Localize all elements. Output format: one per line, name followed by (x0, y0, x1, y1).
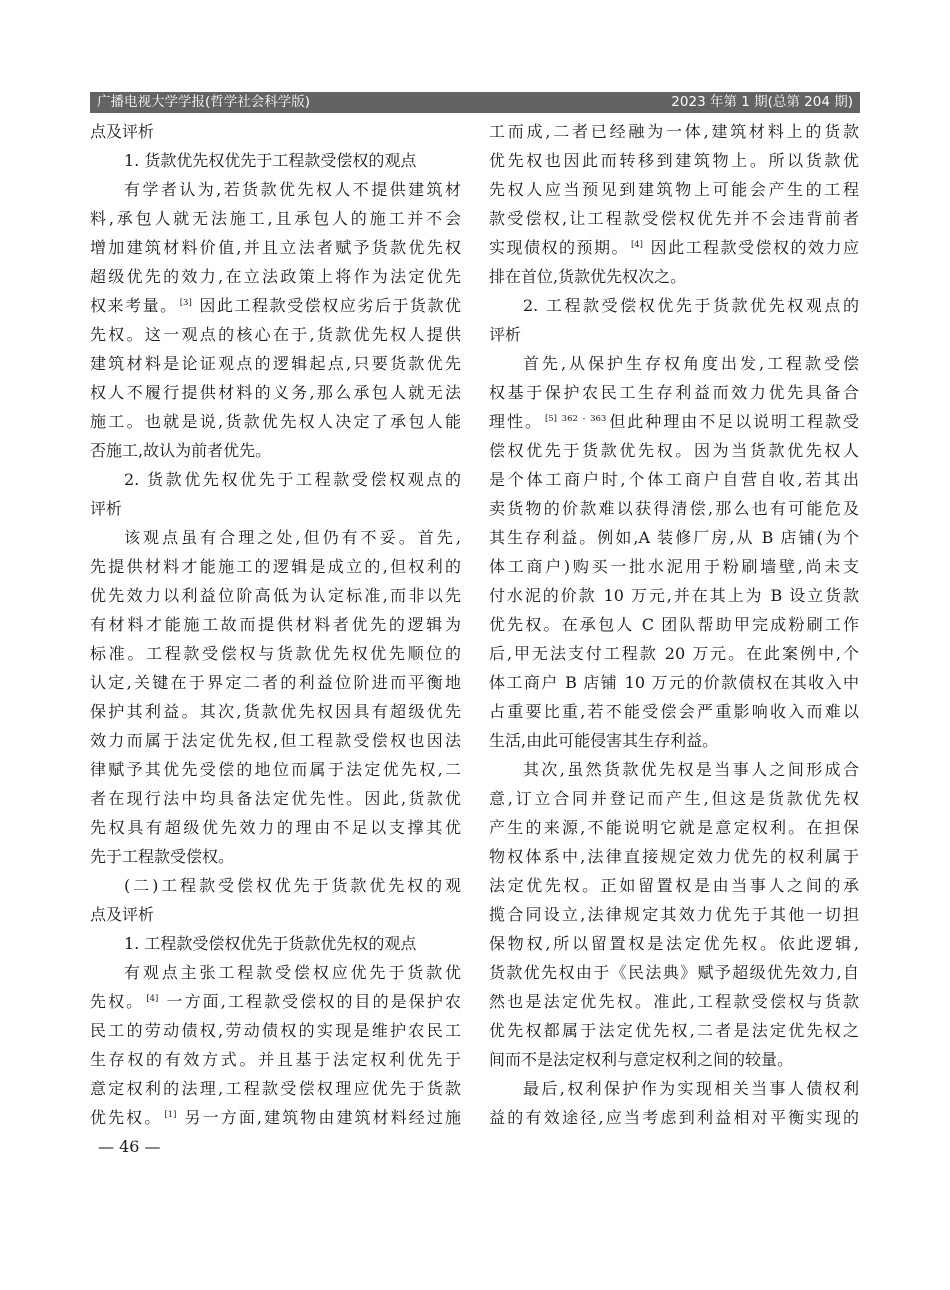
text-line: 保物权,所以留置权是法定优先权。依此逻辑, (489, 934, 859, 953)
line-text: 另一方面,建筑物由建筑材料经过施 (177, 1108, 461, 1127)
body-paragraph (90, 175, 461, 465)
text-line: 占重要比重,若不能受偿会严重影响收入而难以 (489, 702, 859, 721)
text-line: 生存权的有效方式。并且基于法定权利优先于 (90, 1050, 461, 1069)
text-line: 首先,从保护生存权角度出发,工程款受偿 (523, 354, 859, 373)
text-line: 体工商户 B 店铺 10 万元的价款债权在其收入中 (489, 673, 859, 692)
section-heading (90, 146, 461, 175)
text-line: 施工。也就是说,货款优先权人决定了承包人能 (90, 412, 461, 431)
text-line: 款受偿权,让工程款受偿权优先并不会违背前者 (489, 209, 859, 228)
text-line: 优先权。在承包人 C 团队帮助甲完成粉刷工作 (489, 615, 859, 634)
text-line: 民工的劳动债权,劳动债权的实现是维护农民工 (90, 1021, 461, 1040)
page-number: — 46 — (98, 1137, 161, 1156)
text-line: 然也是法定优先权。准此,工程款受偿权与货款 (489, 992, 859, 1011)
section-heading (90, 929, 461, 958)
text-line: 其生存利益。例如,A 装修厂房,从 B 店铺(为个 (489, 528, 859, 547)
text-line (489, 407, 859, 436)
text-line (90, 987, 461, 1016)
text-line: 间而不是法定权利与意定权利之间的较量。 (489, 1050, 794, 1069)
text-line: 有观点主张工程款受偿权应优先于货款优 (124, 963, 461, 982)
text-line (90, 1103, 461, 1132)
text-line (90, 291, 461, 320)
text-line: 先权。这一观点的核心在于,货款优先权人提供 (90, 325, 461, 344)
text-line: 货款优先权由于《民法典》赋予超级优先效力,自 (489, 963, 859, 982)
running-header (90, 92, 860, 113)
text-line: 点及评析 (90, 905, 155, 924)
text-line: 1. 工程款受偿权优先于货款优先权的观点 (124, 934, 417, 953)
line-text: 实现债权的预期。 (489, 238, 629, 257)
text-line: 优先权也因此而转移到建筑物上。所以货款优 (489, 151, 859, 170)
text-line: 超级优先的效力,在立法政策上将作为法定优先 (90, 267, 461, 286)
right-column (489, 117, 859, 1132)
text-line: 有学者认为,若货款优先权人不提供建筑材 (124, 180, 461, 199)
text-line: 其次,虽然货款优先权是当事人之间形成合 (523, 760, 859, 779)
line-text: 一方面,工程款受偿权的目的是保护农 (159, 992, 461, 1011)
text-line: 建筑材料是论证观点的逻辑起点,只要货款优先 (90, 354, 461, 373)
line-text: 权来考量。 (90, 296, 178, 315)
text-line: 效力而属于法定优先权,但工程款受偿权也因法 (90, 731, 461, 750)
section-heading (90, 117, 461, 146)
line-text: 但此种理由不足以说明工程款受 (607, 412, 859, 431)
text-line: 先于工程款受偿权。 (90, 847, 235, 866)
body-paragraph (90, 958, 461, 1132)
text-line: 评析 (90, 499, 123, 518)
text-line: 保护其利益。其次,货款优先权因具有超级优先 (90, 702, 461, 721)
text-line: 付水泥的价款 10 万元,并在其上为 B 设立货款 (489, 586, 859, 605)
text-line: 先权具有超级优先效力的理由不足以支撑其优 (90, 818, 461, 837)
text-line: 认定,关键在于界定二者的利益位阶进而平衡地 (90, 673, 461, 692)
text-line: 卖货物的价款难以获得清偿,那么也有可能危及 (489, 499, 859, 518)
citation-superscript: [3] (179, 298, 192, 308)
citation-superscript: [5] 362 - 363 (544, 414, 607, 424)
text-line: 2. 工程款受偿权优先于货款优先权观点的 (523, 296, 859, 315)
section-heading (90, 465, 461, 523)
journal-title: 广播电视大学学报(哲学社会科学版) (97, 94, 311, 110)
text-line: 物权体系中,法律直接规定效力优先的权利属于 (489, 847, 859, 866)
body-paragraph (489, 349, 859, 755)
text-line: 增加建筑材料价值,并且立法者赋予货款优先权 (90, 238, 461, 257)
line-text: 理性。 (489, 412, 543, 431)
text-line (489, 233, 859, 262)
text-line: 意定权利的法理,工程款受偿权理应优先于货款 (90, 1079, 461, 1098)
text-line: 先提供材料才能施工的逻辑是成立的,但权利的 (90, 557, 461, 576)
text-line: 该观点虽有合理之处,但仍有不妥。首先, (124, 528, 461, 547)
text-line: 点及评析 (90, 122, 155, 141)
text-line: 否施工,故认为前者优先。 (90, 441, 272, 460)
text-line: 产生的来源,不能说明它就是意定权利。在担保 (489, 818, 859, 837)
body-paragraph (90, 523, 461, 871)
line-text: 先权。 (90, 992, 145, 1011)
citation-superscript: [4] (630, 240, 643, 250)
text-line: 最后,权利保护作为实现相关当事人债权利 (523, 1079, 859, 1098)
text-line: 标准。工程款受偿权与货款优先权优先顺位的 (90, 644, 461, 663)
text-line: 律赋予其优先受偿的地位而属于法定优先权,二 (90, 760, 461, 779)
section-heading (489, 291, 859, 349)
text-line: 优先效力以利益位阶高低为认定标准,而非以先 (90, 586, 461, 605)
text-line: 1. 货款优先权优先于工程款受偿权的观点 (124, 151, 417, 170)
text-line: 是个体工商户时,个体工商户自营自收,若其出 (489, 470, 859, 489)
text-line: 揽合同设立,法律规定其效力优先于其他一切担 (489, 905, 859, 924)
text-line: 后,甲无法支付工程款 20 万元。在此案例中,个 (489, 644, 859, 663)
text-line: 偿权优先于货款优先权。因为当货款优先权人 (489, 441, 859, 460)
body-paragraph (489, 1074, 859, 1132)
text-line: 排在首位,货款优先权次之。 (489, 267, 687, 286)
citation-superscript: [1] (164, 1110, 177, 1120)
line-text: 因此工程款受偿权的效力应 (644, 238, 859, 257)
text-line: 益的有效途径,应当考虑到利益相对平衡实现的 (489, 1108, 859, 1127)
text-line: 权基于保护农民工生存利益而效力优先具备合 (489, 383, 859, 402)
text-line: 2. 货款优先权优先于工程款受偿权观点的 (124, 470, 461, 489)
text-line: 工而成,二者已经融为一体,建筑材料上的货款 (489, 122, 859, 141)
text-line: 有材料才能施工故而提供材料者优先的逻辑为 (90, 615, 461, 634)
text-line: 生活,由此可能侵害其生存利益。 (489, 731, 719, 750)
text-line: 者在现行法中均具备法定优先性。因此,货款优 (90, 789, 461, 808)
text-line: 评析 (489, 325, 522, 344)
line-text: 优先权。 (90, 1108, 163, 1127)
body-paragraph (489, 117, 859, 291)
text-line: 优先权都属于法定优先权,二者是法定优先权之 (489, 1021, 859, 1040)
text-line: 先权人应当预见到建筑物上可能会产生的工程 (489, 180, 859, 199)
body-paragraph (489, 755, 859, 1074)
citation-superscript: [4] (146, 994, 159, 1004)
section-heading (90, 871, 461, 929)
text-line: 法定优先权。正如留置权是由当事人之间的承 (489, 876, 859, 895)
issue-info: 2023 年第 1 期(总第 204 期) (671, 94, 853, 110)
text-line: (二)工程款受偿权优先于货款优先权的观 (124, 876, 461, 895)
text-line: 意,订立合同并登记而产生,但这是货款优先权 (489, 789, 859, 808)
line-text: 因此工程款受偿权应劣后于货款优 (192, 296, 461, 315)
left-column (90, 117, 461, 1132)
text-line: 权人不履行提供材料的义务,那么承包人就无法 (90, 383, 461, 402)
text-line: 料,承包人就无法施工,且承包人的施工并不会 (90, 209, 461, 228)
text-line: 体工商户)购买一批水泥用于粉刷墙壁,尚未支 (489, 557, 859, 576)
